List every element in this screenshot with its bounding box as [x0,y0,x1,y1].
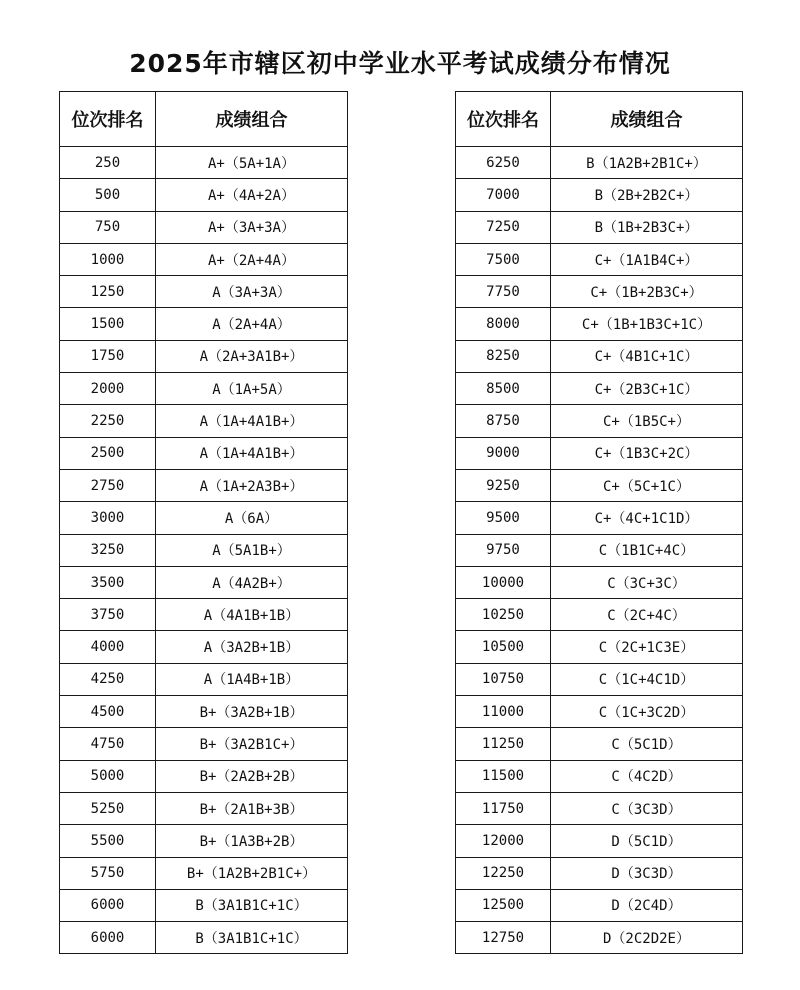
combination-cell: C（1C+3C2D） [551,696,743,728]
rank-cell: 1000 [60,243,156,275]
table-row [60,663,348,695]
rank-cell: 12000 [456,825,551,857]
table-row [60,276,348,308]
combination-cell: A（4A2B+） [156,566,348,598]
table-row [456,792,743,824]
rank-cell: 8500 [456,373,551,405]
combination-cell: B（2B+2B2C+） [551,179,743,211]
combination-column-header: 成绩组合 [551,92,743,147]
rank-cell: 8000 [456,308,551,340]
combination-cell: C+（5C+1C） [551,469,743,501]
rank-cell: 6000 [60,889,156,921]
table-row [456,631,743,663]
table-row [456,534,743,566]
combination-cell: A+（5A+1A） [156,147,348,179]
rank-cell: 2250 [60,405,156,437]
combination-cell: C（3C3D） [551,792,743,824]
combination-cell: C+（1B+1B3C+1C） [551,308,743,340]
rank-cell: 12750 [456,922,551,954]
rank-cell: 8750 [456,405,551,437]
rank-cell: 12500 [456,889,551,921]
combination-cell: A（2A+3A1B+） [156,340,348,372]
table-row [60,373,348,405]
table-row [456,308,743,340]
combination-cell: C（1B1C+4C） [551,534,743,566]
table-row [456,405,743,437]
combination-cell: A（3A2B+1B） [156,631,348,663]
grade-table-left [59,91,348,954]
combination-cell: A（6A） [156,502,348,534]
table-row [60,469,348,501]
combination-cell: A+（3A+3A） [156,211,348,243]
rank-cell: 11500 [456,760,551,792]
table-row [60,599,348,631]
table-row [456,469,743,501]
table-row [60,534,348,566]
table-row [60,922,348,954]
combination-column-header: 成绩组合 [156,92,348,147]
combination-cell: B（3A1B1C+1C） [156,889,348,921]
page-title: 2025年市辖区初中学业水平考试成绩分布情况 [129,49,671,78]
combination-cell: C+（1B+2B3C+） [551,276,743,308]
combination-cell: C+（1A1B4C+） [551,243,743,275]
combination-cell: B（3A1B1C+1C） [156,922,348,954]
table-row [60,405,348,437]
rank-cell: 750 [60,211,156,243]
rank-column-header: 位次排名 [456,92,551,147]
combination-cell: C+（4C+1C1D） [551,502,743,534]
rank-cell: 4500 [60,696,156,728]
table-row [60,857,348,889]
table-row [60,566,348,598]
rank-cell: 3750 [60,599,156,631]
table-row [456,373,743,405]
table-header-row [60,92,348,147]
rank-cell: 5750 [60,857,156,889]
table-row [60,437,348,469]
rank-cell: 9750 [456,534,551,566]
rank-cell: 250 [60,147,156,179]
table-row [456,922,743,954]
table-row [456,599,743,631]
rank-cell: 4000 [60,631,156,663]
combination-cell: D（3C3D） [551,857,743,889]
combination-cell: A（1A+4A1B+） [156,437,348,469]
combination-cell: D（2C2D2E） [551,922,743,954]
combination-cell: A（3A+3A） [156,276,348,308]
table-row [456,825,743,857]
table-row [456,437,743,469]
combination-cell: C+（1B5C+） [551,405,743,437]
combination-cell: A（2A+4A） [156,308,348,340]
rank-column-header: 位次排名 [60,92,156,147]
table-row [456,696,743,728]
rank-cell: 10000 [456,566,551,598]
table-row [60,825,348,857]
table-row [456,760,743,792]
table-row [456,340,743,372]
table-row [60,211,348,243]
combination-cell: B+（1A3B+2B） [156,825,348,857]
combination-cell: A（1A+4A1B+） [156,405,348,437]
table-row [60,147,348,179]
rank-cell: 11250 [456,728,551,760]
table-row [60,889,348,921]
rank-cell: 5000 [60,760,156,792]
table-row [60,696,348,728]
rank-cell: 3500 [60,566,156,598]
table-row [456,502,743,534]
rank-cell: 10500 [456,631,551,663]
combination-cell: C+（4B1C+1C） [551,340,743,372]
grade-table-right-body [456,147,743,954]
combination-cell: D（5C1D） [551,825,743,857]
table-row [60,340,348,372]
rank-cell: 7250 [456,211,551,243]
table-row [456,147,743,179]
combination-cell: C（5C1D） [551,728,743,760]
table-row [456,276,743,308]
table-row [456,211,743,243]
combination-cell: C+（2B3C+1C） [551,373,743,405]
combination-cell: B（1A2B+2B1C+） [551,147,743,179]
rank-cell: 4750 [60,728,156,760]
table-row [60,502,348,534]
combination-cell: C（1C+4C1D） [551,663,743,695]
rank-cell: 8250 [456,340,551,372]
combination-cell: B+（2A2B+2B） [156,760,348,792]
combination-cell: C（3C+3C） [551,566,743,598]
table-row [456,889,743,921]
rank-cell: 7750 [456,276,551,308]
combination-cell: A（1A4B+1B） [156,663,348,695]
combination-cell: A（5A1B+） [156,534,348,566]
rank-cell: 10250 [456,599,551,631]
combination-cell: C+（1B3C+2C） [551,437,743,469]
combination-cell: D（2C4D） [551,889,743,921]
table-row [456,179,743,211]
combination-cell: B+（1A2B+2B1C+） [156,857,348,889]
table-row [456,243,743,275]
rank-cell: 6250 [456,147,551,179]
grade-table-left-body [60,147,348,954]
rank-cell: 12250 [456,857,551,889]
combination-cell: B+（2A1B+3B） [156,792,348,824]
rank-cell: 7500 [456,243,551,275]
combination-cell: C（2C+1C3E） [551,631,743,663]
table-row [456,728,743,760]
rank-cell: 1250 [60,276,156,308]
rank-cell: 1750 [60,340,156,372]
table-row [60,631,348,663]
combination-cell: B（1B+2B3C+） [551,211,743,243]
rank-cell: 4250 [60,663,156,695]
rank-cell: 5250 [60,792,156,824]
combination-cell: B+（3A2B1C+） [156,728,348,760]
combination-cell: A（1A+2A3B+） [156,469,348,501]
table-header-row [456,92,743,147]
rank-cell: 1500 [60,308,156,340]
rank-cell: 7000 [456,179,551,211]
combination-cell: C（4C2D） [551,760,743,792]
rank-cell: 2750 [60,469,156,501]
combination-cell: B+（3A2B+1B） [156,696,348,728]
rank-cell: 11750 [456,792,551,824]
rank-cell: 3250 [60,534,156,566]
combination-cell: A（4A1B+1B） [156,599,348,631]
rank-cell: 11000 [456,696,551,728]
rank-cell: 2500 [60,437,156,469]
table-row [60,243,348,275]
combination-cell: A（1A+5A） [156,373,348,405]
combination-cell: C（2C+4C） [551,599,743,631]
rank-cell: 2000 [60,373,156,405]
grade-table-right [455,91,743,954]
table-row [60,792,348,824]
table-row [60,179,348,211]
table-row [60,728,348,760]
rank-cell: 9250 [456,469,551,501]
rank-cell: 10750 [456,663,551,695]
rank-cell: 5500 [60,825,156,857]
combination-cell: A+（2A+4A） [156,243,348,275]
table-row [456,857,743,889]
table-row [456,663,743,695]
table-row [60,308,348,340]
rank-cell: 3000 [60,502,156,534]
table-row [456,566,743,598]
rank-cell: 9500 [456,502,551,534]
table-row [60,760,348,792]
rank-cell: 9000 [456,437,551,469]
rank-cell: 500 [60,179,156,211]
rank-cell: 6000 [60,922,156,954]
combination-cell: A+（4A+2A） [156,179,348,211]
